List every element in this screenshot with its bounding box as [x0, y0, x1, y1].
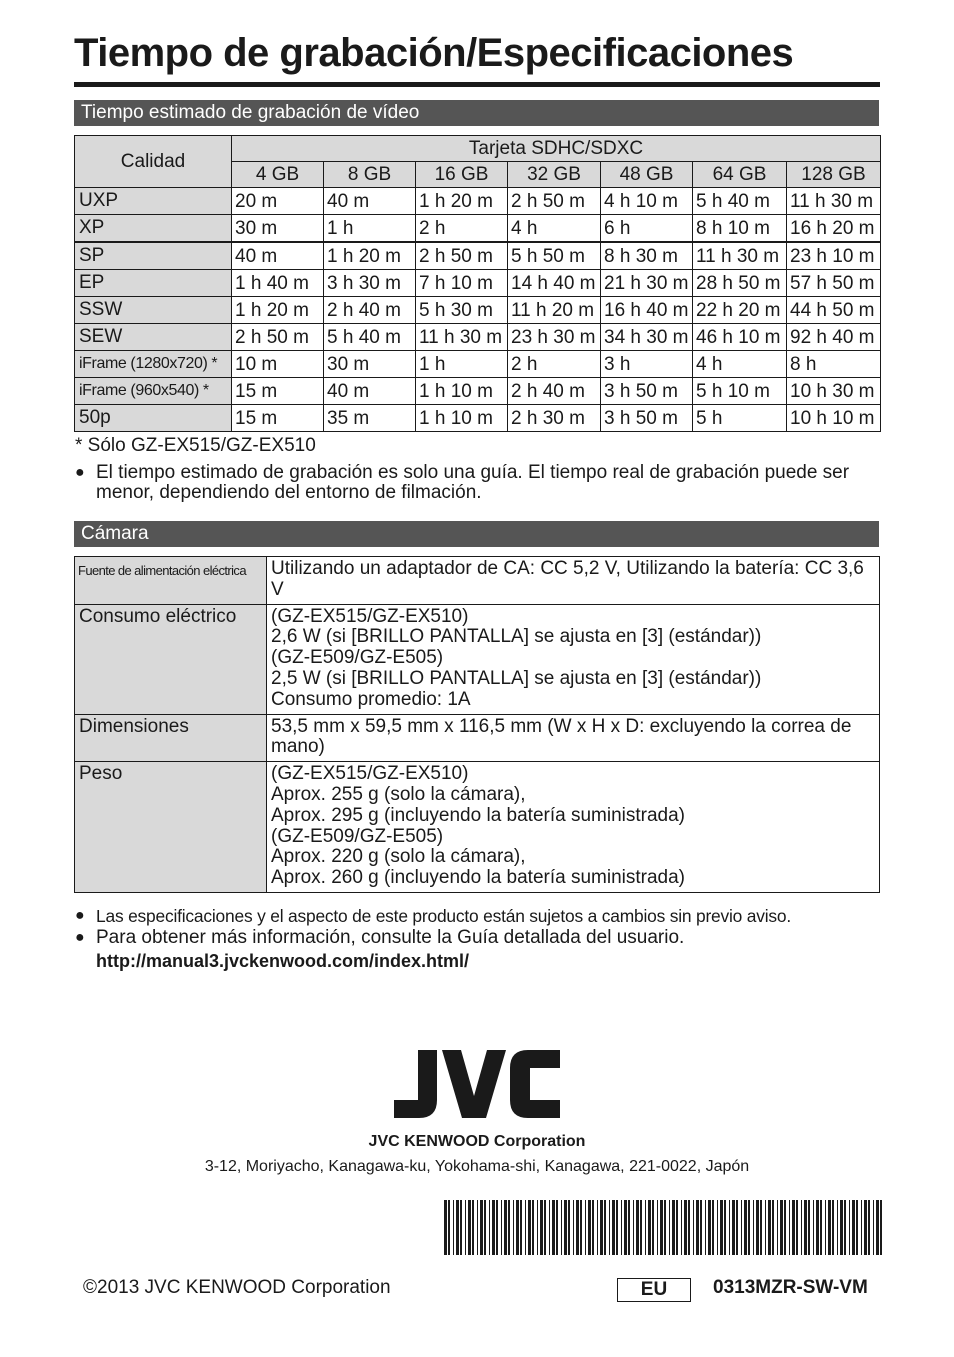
time-cell: 40 m: [324, 188, 416, 215]
barcode-bar: [573, 1200, 574, 1255]
barcode-bar: [444, 1200, 447, 1255]
time-cell: 21 h 30 m: [601, 270, 693, 297]
time-cell: 8 h 10 m: [693, 215, 787, 243]
barcode-bar: [645, 1200, 646, 1255]
camera-section-header: Cámara: [74, 521, 879, 547]
barcode-bar: [520, 1200, 522, 1255]
time-cell: 92 h 40 m: [787, 324, 881, 351]
quality-label: iFrame (960x540) *: [75, 378, 232, 405]
spec-note: [75, 906, 881, 926]
barcode-bar: [624, 1200, 627, 1255]
barcode-bar: [501, 1200, 502, 1255]
spec-value-line: (GZ-E509/GZ-E505): [271, 647, 444, 669]
barcode-bar: [564, 1200, 567, 1255]
barcode-bar: [528, 1200, 531, 1255]
time-cell: 3 h 30 m: [324, 270, 416, 297]
barcode-bar: [460, 1200, 462, 1255]
table-row: [75, 324, 881, 351]
quality-label: SP: [75, 242, 232, 270]
time-cell: 11 h 30 m: [787, 188, 881, 215]
barcode-bar: [544, 1200, 546, 1255]
barcode: [444, 1200, 886, 1255]
barcode-bar: [568, 1200, 570, 1255]
time-cell: 2 h 50 m: [508, 188, 601, 215]
spec-value-line: (GZ-EX515/GZ-EX510): [271, 605, 469, 627]
time-cell: 35 m: [324, 405, 416, 432]
barcode-bar: [660, 1200, 663, 1255]
barcode-bar: [732, 1200, 735, 1255]
barcode-bar: [796, 1200, 798, 1255]
barcode-bar: [612, 1200, 615, 1255]
time-cell: 10 m: [232, 351, 324, 378]
barcode-bar: [792, 1200, 795, 1255]
time-cell: 5 h 10 m: [693, 378, 787, 405]
capacity-header: 64 GB: [693, 162, 787, 188]
barcode-bar: [832, 1200, 834, 1255]
recording-time-table: [74, 135, 881, 432]
time-cell: 40 m: [232, 242, 324, 270]
spec-label: Peso: [75, 762, 267, 893]
barcode-bar: [648, 1200, 651, 1255]
barcode-bar: [705, 1200, 706, 1255]
manual-url-link[interactable]: http://manual3.jvckenwood.com/index.html/: [96, 951, 470, 971]
barcode-bar: [664, 1200, 666, 1255]
bullet-icon: ●: [75, 464, 85, 481]
spec-note-text: Para obtener más información, consulte la Guía detallada del usuario.: [96, 927, 685, 948]
capacity-header: 8 GB: [324, 162, 416, 188]
spec-value-line: Aprox. 255 g (solo la cámara),: [271, 783, 526, 805]
time-cell: 30 m: [324, 351, 416, 378]
barcode-bar: [672, 1200, 675, 1255]
barcode-bar: [825, 1200, 826, 1255]
capacity-header: 4 GB: [232, 162, 324, 188]
barcode-bar: [772, 1200, 774, 1255]
barcode-bar: [693, 1200, 694, 1255]
spec-value: [267, 762, 880, 893]
quality-header: Calidad: [75, 136, 232, 188]
jvc-logo: [394, 1050, 560, 1118]
footnote: * Sólo GZ-EX515/GZ-EX510: [75, 435, 316, 456]
time-cell: 28 h 50 m: [693, 270, 787, 297]
company-name: JVC KENWOOD Corporation: [368, 1133, 586, 1150]
barcode-bar: [508, 1200, 510, 1255]
recording-note: [75, 463, 881, 503]
barcode-bar: [465, 1200, 466, 1255]
barcode-bar: [856, 1200, 858, 1255]
time-cell: 6 h: [601, 215, 693, 243]
barcode-bar: [492, 1200, 495, 1255]
barcode-bar: [480, 1200, 483, 1255]
table-row: [75, 351, 881, 378]
barcode-bar: [468, 1200, 471, 1255]
bullet-icon: ●: [75, 929, 85, 946]
barcode-bar: [777, 1200, 778, 1255]
barcode-bar: [448, 1200, 450, 1255]
time-cell: 40 m: [324, 378, 416, 405]
time-cell: 5 h 30 m: [416, 297, 508, 324]
barcode-bar: [813, 1200, 814, 1255]
time-cell: 23 h 30 m: [508, 324, 601, 351]
quality-label: EP: [75, 270, 232, 297]
time-cell: 1 h 10 m: [416, 405, 508, 432]
time-cell: 34 h 30 m: [601, 324, 693, 351]
spec-label: Consumo eléctrico: [75, 604, 267, 714]
time-cell: 1 h 10 m: [416, 378, 508, 405]
capacity-header: 128 GB: [787, 162, 881, 188]
capacity-header: 32 GB: [508, 162, 601, 188]
barcode-bar: [729, 1200, 730, 1255]
time-cell: 23 h 10 m: [787, 242, 881, 270]
recording-section-header: Tiempo estimado de grabación de vídeo: [74, 100, 879, 126]
time-cell: 2 h 40 m: [324, 297, 416, 324]
barcode-bar: [540, 1200, 543, 1255]
copyright: ©2013 JVC KENWOOD Corporation: [83, 1277, 391, 1298]
barcode-bar: [484, 1200, 486, 1255]
barcode-bar: [616, 1200, 618, 1255]
barcode-bar: [453, 1200, 454, 1255]
barcode-bar: [756, 1200, 759, 1255]
barcode-bar: [801, 1200, 802, 1255]
time-cell: 1 h 20 m: [324, 242, 416, 270]
barcode-bar: [657, 1200, 658, 1255]
barcode-bar: [868, 1200, 870, 1255]
spec-value: [267, 557, 880, 605]
barcode-bar: [784, 1200, 786, 1255]
quality-label: XP: [75, 215, 232, 243]
barcode-bar: [808, 1200, 810, 1255]
spec-value-line: Aprox. 220 g (solo la cámara),: [271, 846, 526, 868]
spec-value-line: (GZ-EX515/GZ-EX510): [271, 763, 469, 785]
time-cell: 11 h 30 m: [693, 242, 787, 270]
time-cell: 2 h 50 m: [416, 242, 508, 270]
time-cell: 8 h: [787, 351, 881, 378]
barcode-bar: [477, 1200, 478, 1255]
barcode-bar: [712, 1200, 714, 1255]
barcode-bar: [837, 1200, 838, 1255]
time-cell: 5 h 50 m: [508, 242, 601, 270]
table-row: [75, 297, 881, 324]
time-cell: 2 h: [508, 351, 601, 378]
quality-label: 50p: [75, 405, 232, 432]
time-cell: 4 h: [508, 215, 601, 243]
barcode-bar: [489, 1200, 490, 1255]
company-address: 3-12, Moriyacho, Kanagawa-ku, Yokohama-shi, Kanagawa, 221-0022, Japón: [204, 1158, 750, 1175]
barcode-bar: [600, 1200, 603, 1255]
barcode-bar: [840, 1200, 843, 1255]
table-row: [75, 405, 881, 432]
barcode-bar: [549, 1200, 550, 1255]
barcode-bar: [880, 1200, 882, 1255]
barcode-bar: [700, 1200, 702, 1255]
barcode-bar: [736, 1200, 738, 1255]
time-cell: 5 h 40 m: [324, 324, 416, 351]
barcode-bar: [804, 1200, 807, 1255]
spec-note: [75, 928, 881, 948]
time-cell: 16 h 20 m: [787, 215, 881, 243]
barcode-bar: [753, 1200, 754, 1255]
spec-value-line: Aprox. 260 g (incluyendo la batería suministrada): [271, 867, 686, 889]
time-cell: 2 h 50 m: [232, 324, 324, 351]
barcode-bar: [828, 1200, 831, 1255]
barcode-bar: [633, 1200, 634, 1255]
spec-row: [75, 762, 880, 893]
recording-note-text: El tiempo estimado de grabación es solo una guía. El tiempo real de grabación puede ser menor, dependiendo del entorno de filmación.: [96, 462, 850, 503]
spec-value-line: Consumo promedio: 1A: [271, 688, 471, 710]
spec-row: [75, 557, 880, 605]
time-cell: 7 h 10 m: [416, 270, 508, 297]
time-cell: 1 h: [416, 351, 508, 378]
barcode-bar: [820, 1200, 822, 1255]
barcode-bar: [724, 1200, 726, 1255]
barcode-bar: [876, 1200, 879, 1255]
barcode-bar: [744, 1200, 747, 1255]
barcode-bar: [592, 1200, 594, 1255]
quality-label: UXP: [75, 188, 232, 215]
quality-label: SSW: [75, 297, 232, 324]
time-cell: 2 h: [416, 215, 508, 243]
time-cell: 15 m: [232, 378, 324, 405]
barcode-bar: [604, 1200, 606, 1255]
time-cell: 4 h 10 m: [601, 188, 693, 215]
table-row: [75, 270, 881, 297]
barcode-bar: [561, 1200, 562, 1255]
barcode-bar: [597, 1200, 598, 1255]
time-cell: 14 h 40 m: [508, 270, 601, 297]
barcode-bar: [504, 1200, 507, 1255]
barcode-bar: [552, 1200, 555, 1255]
time-cell: 11 h 20 m: [508, 297, 601, 324]
barcode-bar: [741, 1200, 742, 1255]
barcode-bar: [537, 1200, 538, 1255]
barcode-bar: [748, 1200, 750, 1255]
time-cell: 3 h 50 m: [601, 405, 693, 432]
time-cell: 10 h 30 m: [787, 378, 881, 405]
barcode-bar: [708, 1200, 711, 1255]
barcode-bar: [576, 1200, 579, 1255]
spec-value-line: (GZ-E509/GZ-E505): [271, 825, 444, 847]
barcode-bar: [780, 1200, 783, 1255]
barcode-bar: [844, 1200, 846, 1255]
barcode-bar: [472, 1200, 474, 1255]
barcode-bar: [640, 1200, 642, 1255]
time-cell: 5 h: [693, 405, 787, 432]
barcode-bar: [556, 1200, 558, 1255]
barcode-bar: [717, 1200, 718, 1255]
bullet-icon: ●: [75, 907, 85, 924]
spec-value-line: 2,6 W (si [BRILLO PANTALLA] se ajusta en [3] (estándar)): [271, 626, 762, 648]
barcode-bar: [621, 1200, 622, 1255]
time-cell: 46 h 10 m: [693, 324, 787, 351]
time-cell: 44 h 50 m: [787, 297, 881, 324]
barcode-bar: [765, 1200, 766, 1255]
spec-value: [267, 714, 880, 762]
spec-value-line: 53,5 mm x 59,5 mm x 116,5 mm (W x H x D: excluyendo la correa de mano): [271, 715, 852, 758]
barcode-bar: [676, 1200, 678, 1255]
time-cell: 16 h 40 m: [601, 297, 693, 324]
barcode-bar: [525, 1200, 526, 1255]
barcode-bar: [684, 1200, 687, 1255]
time-cell: 1 h 40 m: [232, 270, 324, 297]
barcode-bar: [652, 1200, 654, 1255]
time-cell: 1 h: [324, 215, 416, 243]
time-cell: 5 h 40 m: [693, 188, 787, 215]
time-cell: 4 h: [693, 351, 787, 378]
time-cell: 2 h 40 m: [508, 378, 601, 405]
time-cell: 1 h 20 m: [232, 297, 324, 324]
region-badge: EU: [617, 1278, 691, 1302]
time-cell: 10 h 10 m: [787, 405, 881, 432]
barcode-bar: [873, 1200, 874, 1255]
time-cell: 30 m: [232, 215, 324, 243]
barcode-bar: [588, 1200, 591, 1255]
table-row: [75, 188, 881, 215]
barcode-bar: [852, 1200, 855, 1255]
barcode-bar: [816, 1200, 819, 1255]
barcode-bar: [681, 1200, 682, 1255]
barcode-bar: [609, 1200, 610, 1255]
spec-row: [75, 714, 880, 762]
barcode-bar: [636, 1200, 639, 1255]
time-cell: 22 h 20 m: [693, 297, 787, 324]
barcode-bar: [696, 1200, 699, 1255]
barcode-bar: [580, 1200, 582, 1255]
page-title: Tiempo de grabación/Especificaciones: [74, 30, 880, 87]
barcode-bar: [768, 1200, 771, 1255]
time-cell: 57 h 50 m: [787, 270, 881, 297]
card-header: Tarjeta SDHC/SDXC: [232, 136, 881, 162]
table-row: [75, 378, 881, 405]
time-cell: 3 h: [601, 351, 693, 378]
table-row: [75, 215, 881, 243]
barcode-bar: [532, 1200, 534, 1255]
spec-value-line: Aprox. 295 g (incluyendo la batería suministrada): [271, 804, 686, 826]
time-cell: 3 h 50 m: [601, 378, 693, 405]
table-row: [75, 242, 881, 270]
time-cell: 20 m: [232, 188, 324, 215]
barcode-bar: [513, 1200, 514, 1255]
capacity-header: 48 GB: [601, 162, 693, 188]
barcode-bar: [669, 1200, 670, 1255]
spec-label: Dimensiones: [75, 714, 267, 762]
quality-label: SEW: [75, 324, 232, 351]
barcode-bar: [760, 1200, 762, 1255]
capacity-header: 16 GB: [416, 162, 508, 188]
spec-value: [267, 604, 880, 714]
document-code: 0313MZR-SW-VM: [713, 1277, 868, 1298]
barcode-bar: [585, 1200, 586, 1255]
time-cell: 15 m: [232, 405, 324, 432]
spec-note-text: Las especificaciones y el aspecto de este producto están sujetos a cambios sin previo aviso.: [96, 906, 792, 926]
spec-value-line: Utilizando un adaptador de CA: CC 5,2 V, Utilizando la batería: CC 3,6 V: [271, 558, 864, 600]
camera-spec-table: [74, 556, 880, 893]
spec-value-line: 2,5 W (si [BRILLO PANTALLA] se ajusta en [3] (estándar)): [271, 667, 762, 689]
time-cell: 2 h 30 m: [508, 405, 601, 432]
barcode-bar: [864, 1200, 867, 1255]
barcode-bar: [861, 1200, 862, 1255]
quality-label: iFrame (1280x720) *: [75, 351, 232, 378]
barcode-bar: [720, 1200, 723, 1255]
barcode-bar: [456, 1200, 459, 1255]
barcode-bar: [849, 1200, 850, 1255]
time-cell: 1 h 20 m: [416, 188, 508, 215]
barcode-bar: [628, 1200, 630, 1255]
time-cell: 8 h 30 m: [601, 242, 693, 270]
spec-label: Fuente de alimentación eléctrica: [75, 557, 267, 605]
barcode-bar: [688, 1200, 690, 1255]
barcode-bar: [789, 1200, 790, 1255]
barcode-bar: [516, 1200, 519, 1255]
barcode-bar: [496, 1200, 498, 1255]
spec-row: [75, 604, 880, 714]
time-cell: 11 h 30 m: [416, 324, 508, 351]
